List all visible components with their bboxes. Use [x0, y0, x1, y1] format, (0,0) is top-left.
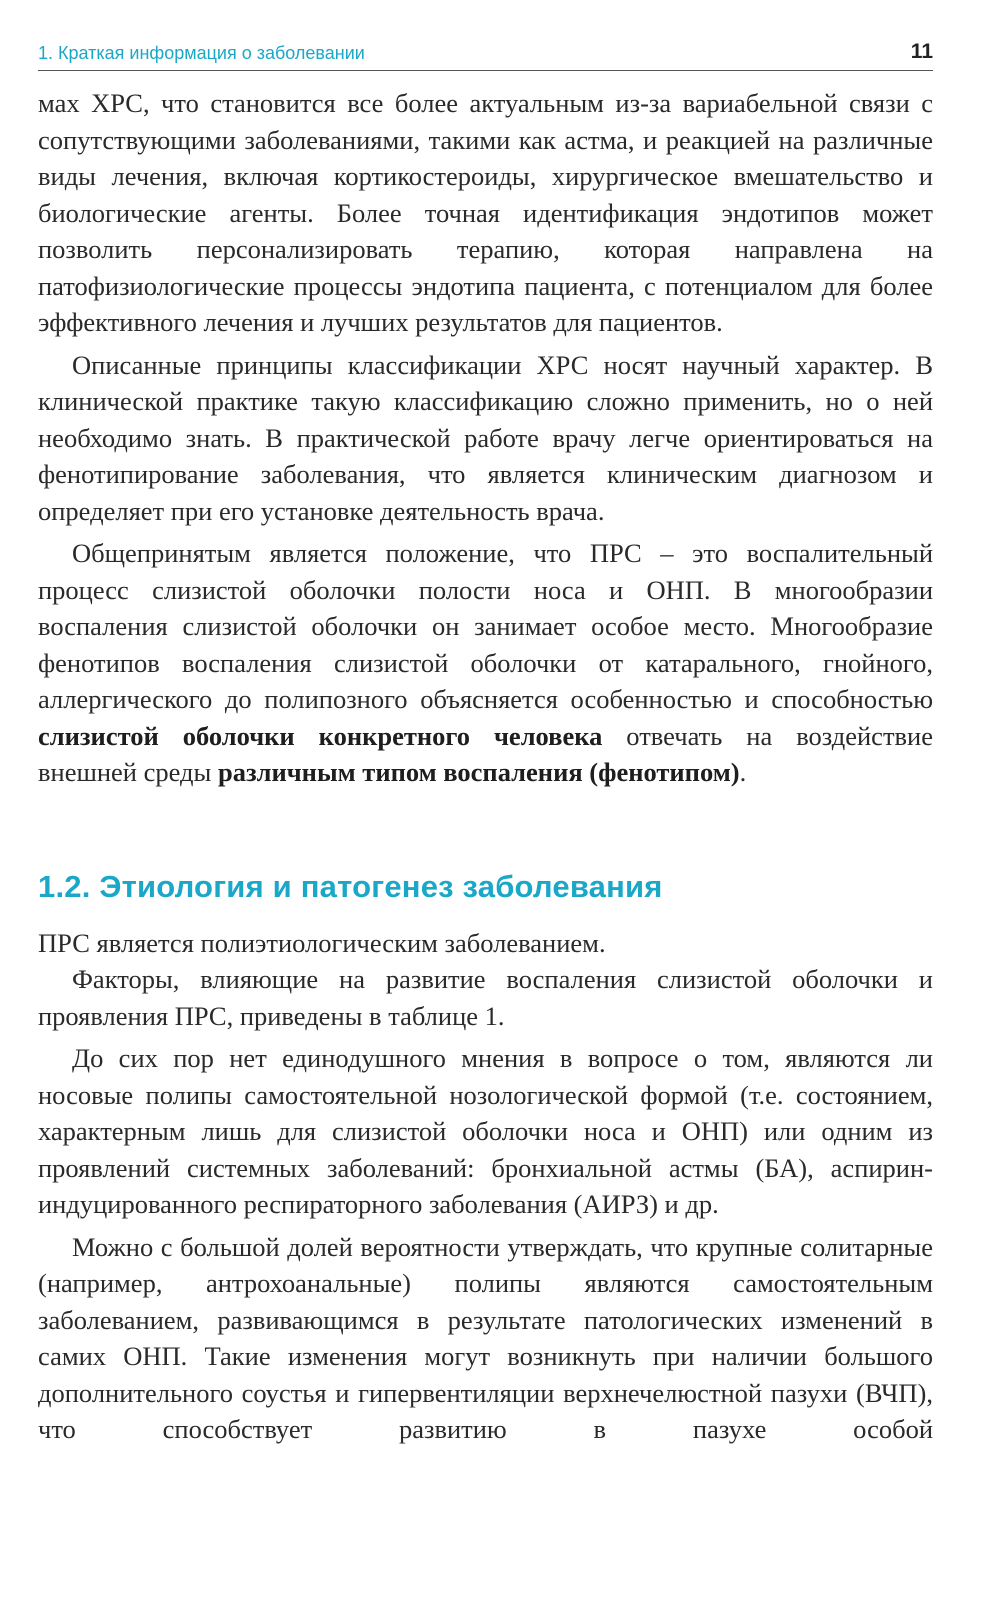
paragraph-text: Общепринятым является положение, что ПРС – это воспалительный процесс слизистой оболочки полости носа и ОНП. В многообразии воспаления слизистой оболочки он занимает особое место. Многообразие фенотипов воспаления слизистой оболочки от катарального, гнойного, аллергического до полипозного объясняется особенностью и способностью: [38, 538, 933, 714]
paragraph: Можно с большой долей вероятности утверждать, что крупные солитарные (например, антрохоанальные) полипы являются самостоятельным заболеванием, развивающимся в результате патологических изменений в самих ОНП. Такие изменения могут возникнуть при наличии большого дополнительного соустья и гипервентиляции верхнечелюстной пазухи (ВЧП), что способствует развитию в пазухе особой: [38, 1231, 933, 1444]
paragraph: ПРС является полиэтиологическим заболеванием.: [38, 927, 606, 958]
section-heading: 1.2. Этиология и патогенез заболевания: [38, 868, 663, 904]
paragraph-with-emphasis: [38, 535, 933, 791]
running-header: [38, 40, 933, 71]
emphasis-text: слизистой оболочки конкретного человека: [38, 720, 603, 751]
paragraph: Факторы, влияющие на развитие воспаления слизистой оболочки и проявления ПРС, приведены в таблице 1.: [38, 964, 933, 1031]
running-header-section-title: 1. Краткая информация о заболевании: [38, 43, 365, 63]
book-page: [38, 40, 933, 1448]
paragraph: Описанные принципы классификации ХРС носят научный характер. В клинической практике такую классификацию сложно применить, но о ней необходимо знать. В практической работе врачу легче ориентироваться на фенотипирование заболевания, что является клиническим диагнозом и определяет при его установке деятельность врача.: [38, 349, 933, 526]
paragraph-text: .: [739, 757, 747, 787]
paragraph: До сих пор нет единодушного мнения в вопросе о том, являются ли носовые полипы самостоятельной нозологической формой (т.е. состоянием, характерным лишь для слизистой оболочки носа и ОНП) или одним из проявлений системных заболеваний: бронхиальной астмы (БА), аспирин-индуцированного респираторного заболевания (АИРЗ) и др.: [38, 1043, 933, 1219]
emphasis-text: различным типом воспаления (фенотипом): [217, 757, 740, 787]
paragraph-text: отвечать на воздействие внешней среды: [38, 720, 933, 787]
paragraph: мах ХРС, что становится все более актуальным из-за вариабельной связи с сопутствующими заболеваниями, такими как астма, и реакцией на различные виды лечения, включая кортикостероиды, хирургическое вмешательство и биологические агенты. Более точная идентификация эндотипов может позволить персонализировать терапию, которая направлена на патофизиологические процессы эндотипа пациента, с потенциалом для более эффективного лечения и лучших результатов для пациентов.: [38, 88, 933, 337]
page-number: 11: [910, 40, 933, 63]
